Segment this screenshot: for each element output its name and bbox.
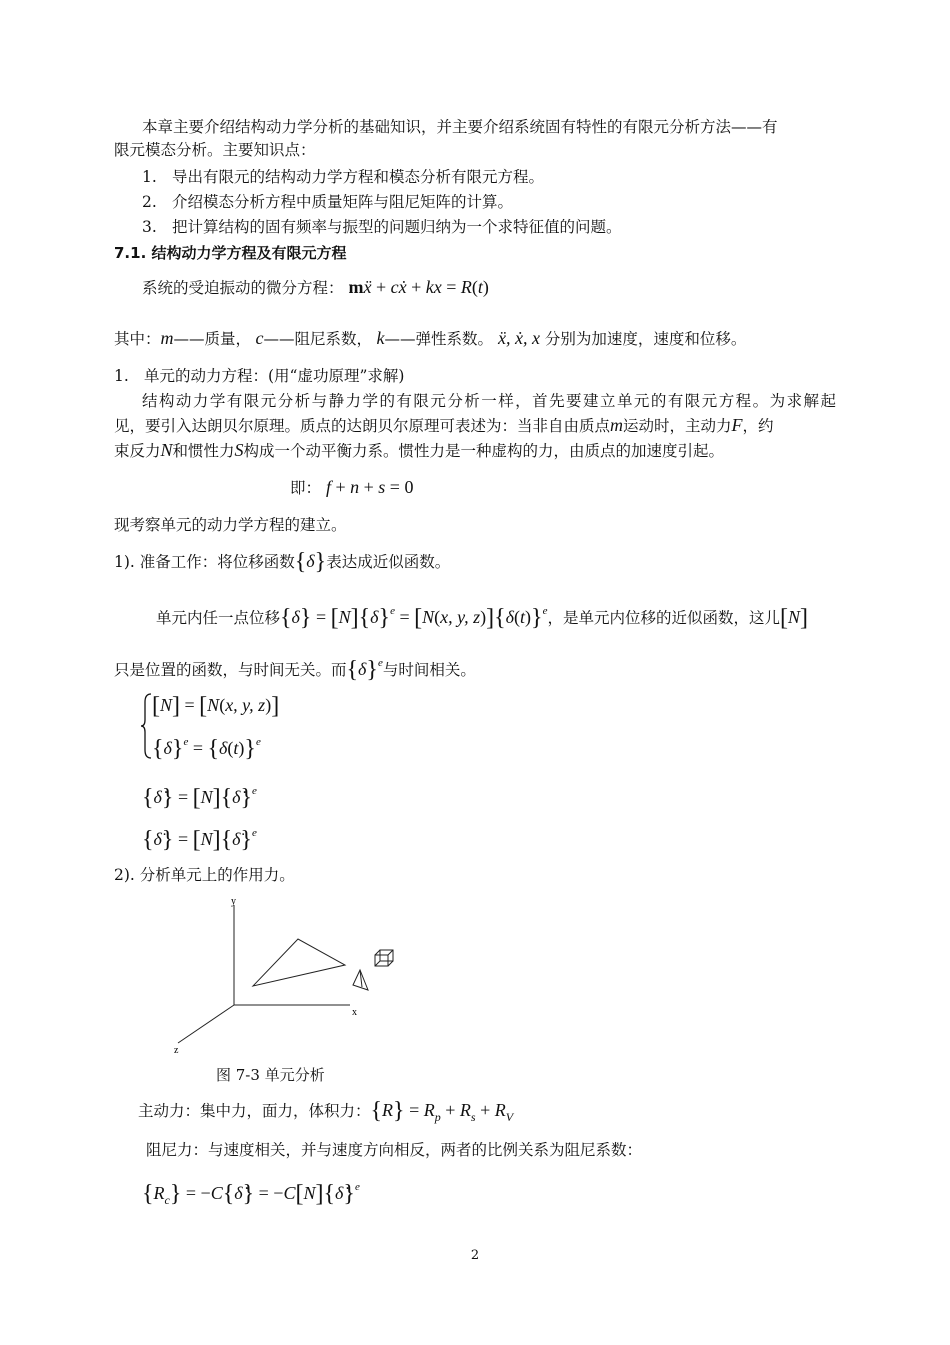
list-item — [142, 216, 622, 238]
damping-force-line: 阻尼力：与速度相关，并与速度方向相反，两者的比例关系为阻尼系数： — [146, 1141, 643, 1159]
nodal-displacement-equation: $\{\delta\}^e = \{\delta(t)\}^e$ — [152, 736, 261, 762]
shape-function-equation: [N] = [N(x, y, z)] — [152, 693, 280, 719]
list-item-text: 把计算结构的固有频率与振型的问题归纳为一个求特征值的问题。 — [172, 218, 622, 236]
paragraph-line: 结构动力学有限元分析与静力学的有限元分析一样，首先要建立单元的有限元方程。为求解起 — [142, 392, 836, 410]
step-1-heading: 1). 准备工作：将位移函数{δ}表达成近似函数。 — [114, 549, 451, 575]
displacement-equation: 单元内任一点位移$\{\delta\} = [N]\{\delta\}^e = [N(x$, y, $z)]\{\delta(t)\}^e$，是单元内位移的近似函数，这儿[N] — [156, 605, 808, 631]
page-number: 2 — [470, 1248, 480, 1263]
step-2-heading: 2). 分析单元上的作用力。 — [114, 866, 295, 884]
list-item-number: 1. — [142, 168, 157, 186]
list-item-text: 介绍模态分析方程中质量矩阵与阻尼矩阵的计算。 — [172, 193, 514, 211]
axis-y-label: y — [231, 896, 236, 907]
list-item-text: 导出有限元的结构动力学方程和模态分析有限元方程。 — [172, 168, 545, 186]
intro-line-1: 本章主要介绍结构动力学分析的基础知识，并主要介绍系统固有特性的有限元分析方法——有 — [142, 118, 778, 136]
paragraph-line: 只是位置的函数，与时间无关。而$\{\delta\}^e$与时间相关。 — [114, 657, 476, 683]
equilibrium-equation: 即： f + n + s = 0 — [290, 477, 414, 497]
x-variables: ẍ, ẋ, x — [498, 328, 540, 348]
paragraph-line: 见，要引入达朗贝尔原理。质点的达朗贝尔原理可表述为：当非自由质点m运动时，主动力F，约 — [114, 415, 774, 435]
velocity-equation: {δ̇} = [N]{δ̇}$^e$ — [142, 785, 257, 811]
intro-line-2: 限元模态分析。主要知识点： — [114, 141, 316, 159]
list-item — [142, 191, 513, 213]
axis-z-label: z — [174, 1045, 179, 1056]
forced-vibration-equation: 系统的受迫振动的微分方程： mẍ + cẋ + kx = R(t) — [142, 277, 489, 297]
list-item-number: 2. — [142, 193, 157, 211]
subsection-heading: 1. 单元的动力方程：(用“虚功原理”求解) — [114, 367, 405, 385]
definitions-line: 其中：m——质量， c——阻尼系数， k——弹性系数。 ẍ, ẋ, x 分别为加速度，速度和位移。 — [114, 328, 747, 348]
damping-force-equation: $\{R_c\}$ = −C{δ̇} = −C[N]{δ̇}$^e$ — [142, 1181, 360, 1207]
paragraph-line: 束反力N和惯性力S构成一个动平衡力系。惯性力是一种虚构的力，由质点的加速度引起。 — [114, 440, 725, 460]
left-brace-icon — [140, 692, 152, 760]
paragraph-line: 现考察单元的动力学方程的建立。 — [114, 516, 347, 534]
list-item — [142, 166, 544, 188]
equation-label: 系统的受迫振动的微分方程： — [142, 279, 344, 297]
acceleration-equation: {δ̈} = [N]{δ̈}$^e$ — [142, 827, 257, 853]
element-analysis-figure — [170, 893, 410, 1058]
axis-x-label: x — [352, 1007, 357, 1018]
active-force-line: 主动力：集中力，面力，体积力：$\{R\} = R_p + R_s + R_V$ — [138, 1098, 514, 1124]
definitions-prefix: 其中： — [114, 330, 161, 348]
section-heading: 7.1. 结构动力学方程及有限元方程 — [114, 244, 347, 262]
list-item-number: 3. — [142, 218, 157, 236]
figure-caption: 图 7-3 单元分析 — [216, 1066, 325, 1084]
